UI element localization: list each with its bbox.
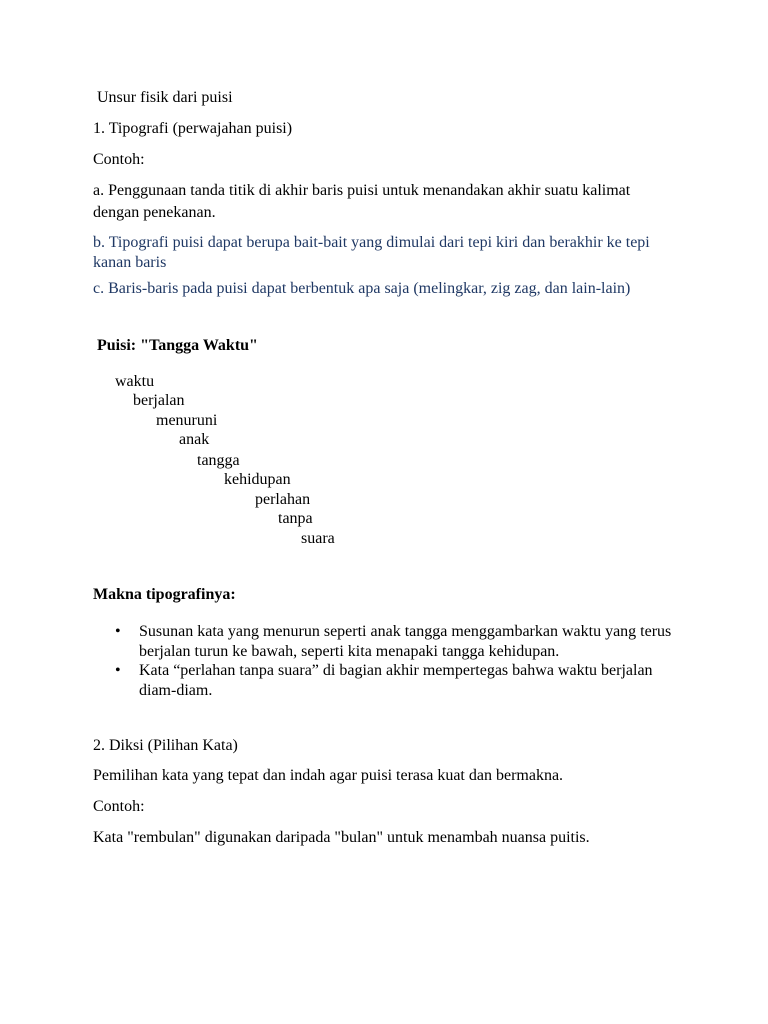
poem-line: berjalan (133, 392, 185, 409)
poem-line: tanpa (278, 510, 313, 527)
bullet-icon: • (115, 662, 121, 679)
poem-line: menuruni (156, 412, 218, 429)
example-label-1: Contoh: (93, 151, 145, 168)
poem-title: Puisi: "Tangga Waktu" (97, 337, 258, 354)
list-item (93, 622, 673, 661)
poem-line: suara (301, 530, 335, 547)
example-item-c: c. Baris-baris pada puisi dapat berbentuk apa saja (melingkar, zig zag, dan lain-lain) (93, 280, 631, 297)
list-item-text: Kata “perlahan tanpa suara” di bagian akhir mempertegas bahwa waktu berjalan diam-diam. (139, 662, 653, 699)
meaning-list (93, 622, 673, 700)
poem-line: perlahan (255, 491, 311, 508)
example-item-b: b. Tipografi puisi dapat berupa bait-bait yang dimulai dari tepi kiri dan berakhir ke tepi kanan baris (93, 234, 650, 271)
section-2-example: Kata "rembulan" digunakan daripada "bulan" untuk menambah nuansa puitis. (93, 829, 590, 846)
document-heading: Unsur fisik dari puisi (97, 89, 233, 106)
poem-line: kehidupan (224, 471, 291, 488)
poem-line: tangga (197, 452, 240, 469)
section-2-title: 2. Diksi (Pilihan Kata) (93, 737, 238, 754)
list-item-text: Susunan kata yang menurun seperti anak tangga menggambarkan waktu yang terus berjalan turun ke bawah, seperti kita menapaki tangga kehidupan. (139, 623, 672, 660)
bullet-icon: • (115, 623, 121, 640)
section-1-title: 1. Tipografi (perwajahan puisi) (93, 120, 293, 137)
list-item (93, 661, 673, 700)
poem-line: anak (179, 431, 210, 448)
example-label-2: Contoh: (93, 798, 145, 815)
meaning-title: Makna tipografinya: (93, 586, 236, 603)
example-item-a: a. Penggunaan tanda titik di akhir baris puisi untuk menandakan akhir suatu kalimat dengan penekanan. (93, 182, 631, 221)
poem-line: waktu (115, 373, 155, 390)
section-2-description: Pemilihan kata yang tepat dan indah agar puisi terasa kuat dan bermakna. (93, 767, 564, 784)
